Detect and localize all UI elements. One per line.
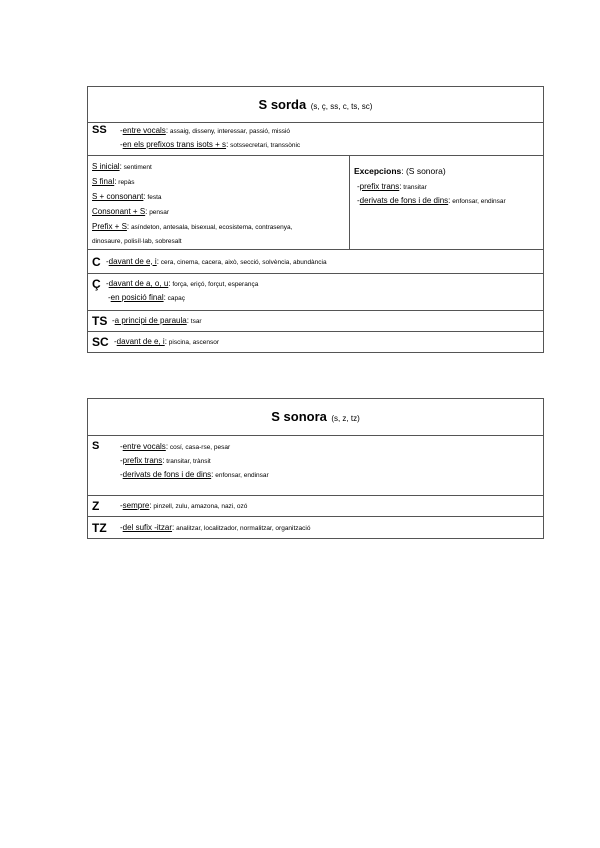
exceptions-cell <box>350 156 544 250</box>
row-cc <box>88 274 544 311</box>
key-ss: SS <box>92 124 107 136</box>
rule-s-inicial: S inicial: sentiment <box>92 162 152 171</box>
s-line-3: -derivats de fons i de dins: enfonsar, endinsar <box>120 470 269 479</box>
ss-line-2: -en els prefixos trans isots + s: sotssecretari, transsònic <box>120 140 301 149</box>
rule-prefix-s-cont: dinosaure, polisíl·lab, sobresalt <box>92 238 182 245</box>
title-sub: (s, ç, ss, c, ts, sc) <box>310 101 373 111</box>
row-sc <box>88 332 544 353</box>
z-line: -sempre: pinzell, zulu, amazona, nazi, ozó <box>120 501 248 510</box>
key-z: Z <box>92 499 100 513</box>
rule-s-consonant: S + consonant: festa <box>92 192 162 201</box>
tz-line: -del sufix -itzar: analitzar, localitzador, normalitzar, organització <box>120 522 311 532</box>
row-ts <box>88 311 544 332</box>
s-sonora-table <box>87 398 544 539</box>
title-sub: (s, z, tz) <box>331 414 360 423</box>
key-sc: SC <box>92 335 109 349</box>
key-c: C <box>92 254 101 269</box>
key-s: S <box>92 440 100 452</box>
row-z <box>88 496 544 517</box>
exceptions-heading: Excepcions: (S sonora) <box>354 166 446 176</box>
exception-line-1: -prefix trans: transitar <box>357 182 427 191</box>
row-c <box>88 250 544 274</box>
c-line: -davant de e, i: cera, cinema, cacera, això, secció, solvència, abundància <box>106 256 327 266</box>
key-ts: TS <box>92 314 108 328</box>
row-ss <box>88 123 544 156</box>
row-tz <box>88 517 544 539</box>
s-rules-cell <box>88 156 350 250</box>
cc-line-2: -en posició final: capaç <box>108 293 185 302</box>
key-tz: TZ <box>92 520 107 535</box>
exception-line-2: -derivats de fons i de dins: enfonsar, endinsar <box>357 196 506 205</box>
s-sorda-table <box>87 86 544 353</box>
ss-line-1: -entre vocals: assaig, disseny, interessar, passió, missió <box>120 126 291 135</box>
title-main: S sorda <box>258 96 307 112</box>
s-line-1: -entre vocals: cosí, casa-rse, pesar <box>120 442 231 451</box>
s-sorda-title <box>88 87 544 123</box>
key-cc: Ç <box>92 277 101 291</box>
rule-prefix-s: Prefix + S: asíndeton, antesala, bisexual, ecosistema, contrasenya, <box>92 222 293 231</box>
cc-line-1: -davant de a, o, u: força, eriçó, forçut, esperança <box>106 279 259 288</box>
s-line-2: -prefix trans: transitar, trànsit <box>120 456 211 465</box>
rule-consonant-s: Consonant + S: pensar <box>92 207 170 216</box>
ts-line: -a principi de paraula: tsar <box>112 316 202 325</box>
row-s <box>88 436 544 496</box>
rule-s-final: S final: repàs <box>92 177 135 186</box>
title-main: S sonora <box>271 409 327 424</box>
s-sonora-title <box>88 399 544 436</box>
sc-line: -davant de e, i: piscina, ascensor <box>114 337 219 346</box>
